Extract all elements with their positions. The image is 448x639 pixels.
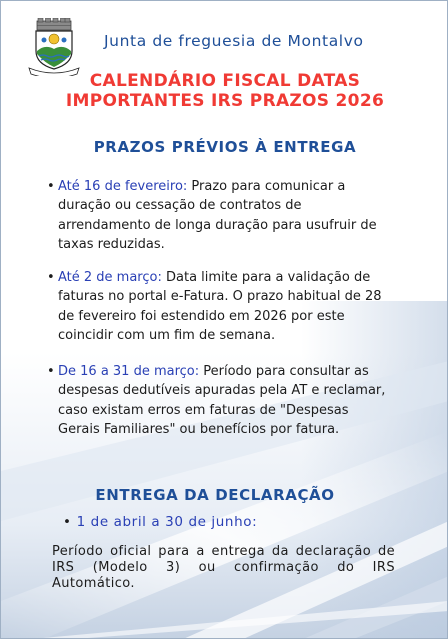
bullet-dot-icon: • [47,364,55,379]
declaration-period-date [63,514,257,530]
deadline-date: Até 16 de fevereiro: [58,179,188,194]
document-title-line-1: CALENDÁRIO FISCAL DATAS [89,71,361,91]
deadline-date: De 16 a 31 de março: [58,364,200,379]
deadline-item [47,268,394,345]
declaration-date-text: 1 de abril a 30 de junho: [76,514,258,530]
bullet-dot-icon: • [63,514,72,530]
deadline-description: Período para consultar as despesas dedutíveis apuradas pela AT e reclamar, caso existam erros em faturas de "Despesas Gerais Familiares" ou benefícios por fatura. [58,364,386,437]
document-title [1,71,448,111]
deadline-item [47,177,394,254]
deadline-description: Prazo para comunicar a duração ou cessação de contratos de arrendamento de longa duração para usufruir de taxas reduzidas. [58,179,377,252]
bullet-dot-icon: • [47,179,55,194]
document-title-line-2: IMPORTANTES IRS PRAZOS 2026 [65,91,385,111]
section-title-declaration: ENTREGA DA DECLARAÇÃO [95,486,335,504]
section-title-pre-deadlines: PRAZOS PRÉVIOS À ENTREGA [93,138,357,156]
deadline-item [47,362,394,439]
declaration-period-description: Período oficial para a entrega da declaração de IRS (Modelo 3) ou confirmação do IRS Automático. [52,544,395,591]
organization-name: Junta de freguesia de Montalvo [104,32,364,50]
bullet-dot-icon: • [47,270,55,285]
deadline-description: Data limite para a validação de faturas no portal e-Fatura. O prazo habitual de 28 de fevereiro foi estendido em 2026 por este coincidir com um fim de semana. [58,270,382,343]
deadline-date: Até 2 de março: [58,270,162,285]
municipality-crest-logo [25,18,83,76]
